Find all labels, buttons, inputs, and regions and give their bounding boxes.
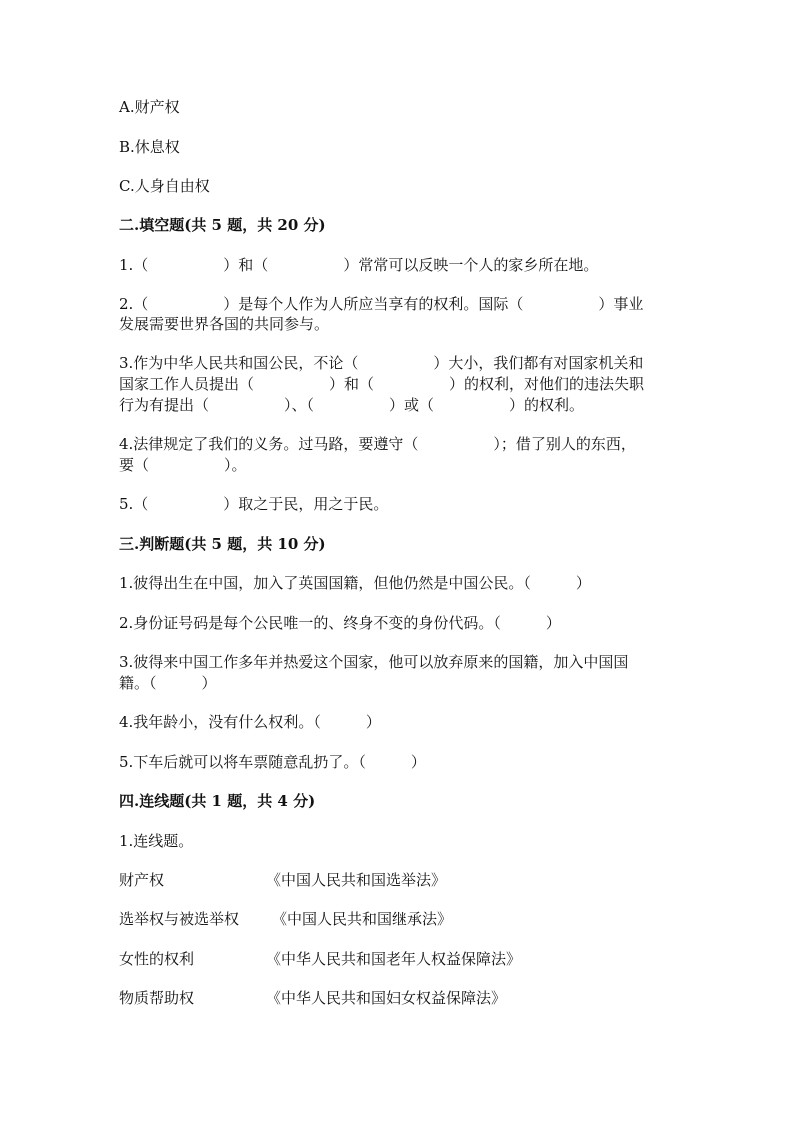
option-c: C.人身自由权 [119,177,210,195]
judge-question-2: 2.身份证号码是每个公民唯一的、终身不变的身份代码。（ ） [119,614,561,632]
judge-question-3-line-1: 3.彼得来中国工作多年并热爱这个国家，他可以放弃原来的国籍，加入中国国 [119,653,629,671]
fill-question-2-line-1: 2.（ ）是每个人作为人所应当享有的权利。国际（ ）事业 [119,295,644,313]
section-heading-matching: 四.连线题(共 1 题，共 4 分) [119,792,316,810]
fill-question-3-line-2: 国家工作人员提出（ ）和（ ）的权利，对他们的违法失职 [119,375,645,393]
fill-question-5: 5.（ ）取之于民，用之于民。 [119,495,389,513]
matching-right-item: 《中华人民共和国老年人权益保障法》 [266,950,522,968]
matching-left-item: 财产权 [119,871,165,889]
option-a: A.财产权 [119,98,180,116]
option-b: B.休息权 [119,138,180,156]
matching-question-1: 1.连线题。 [119,832,194,850]
section-heading-true-false: 三.判断题(共 5 题，共 10 分) [119,535,326,553]
section-heading-fill-in: 二.填空题(共 5 题，共 20 分) [119,216,326,234]
matching-left-item: 女性的权利 [119,950,195,968]
matching-left-item: 选举权与被选举权 [119,910,240,928]
judge-question-4: 4.我年龄小，没有什么权利。（ ） [119,713,381,731]
matching-left-item: 物质帮助权 [119,989,195,1007]
judge-question-5: 5.下车后就可以将车票随意乱扔了。（ ） [119,753,426,771]
fill-question-1: 1.（ ）和（ ）常常可以反映一个人的家乡所在地。 [119,256,599,274]
judge-question-3-line-2: 籍。（ ） [119,674,217,692]
fill-question-3-line-3: 行为有提出（ ）、（ ）或（ ）的权利。 [119,396,585,414]
fill-question-3-line-1: 3.作为中华人民共和国公民，不论（ ）大小，我们都有对国家机关和 [119,354,644,372]
fill-question-4-line-1: 4.法律规定了我们的义务。过马路，要遵守（ ）；借了别人的东西， [119,435,636,453]
matching-right-item: 《中国人民共和国继承法》 [272,910,453,928]
matching-right-item: 《中华人民共和国妇女权益保障法》 [266,989,507,1007]
judge-question-1: 1.彼得出生在中国，加入了英国国籍，但他仍然是中国公民。（ ） [119,574,591,592]
fill-question-4-line-2: 要（ ）。 [119,456,247,474]
matching-right-item: 《中国人民共和国选举法》 [266,871,447,889]
fill-question-2-line-2: 发展需要世界各国的共同参与。 [119,315,330,333]
